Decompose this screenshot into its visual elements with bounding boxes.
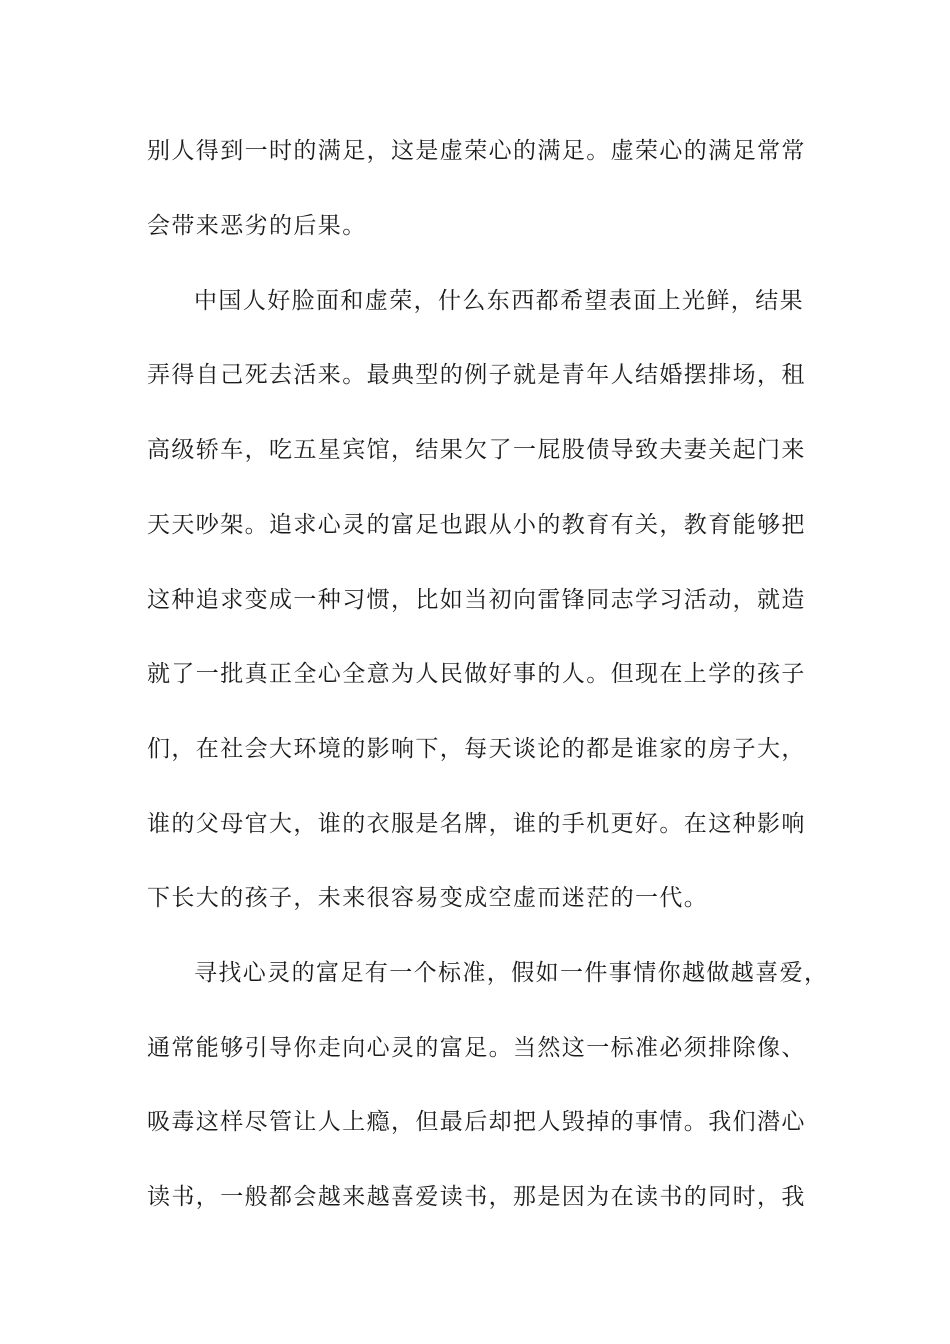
- text-line-2: 会带来恶劣的后果。: [147, 213, 367, 239]
- text-line-11: 下长大的孩子，未来很容易变成空虚而迷茫的一代。: [147, 885, 709, 911]
- text-line-13: 通常能够引导你走向心灵的富足。当然这一标准必须排除像、: [147, 1035, 806, 1061]
- text-line-6: 天天吵架。追求心灵的富足也跟从小的教育有关，教育能够把: [147, 512, 806, 538]
- text-line-14: 吸毒这样尽管让人上瘾，但最后却把人毁掉的事情。我们潜心: [147, 1109, 806, 1135]
- text-line-1: 别人得到一时的满足，这是虚荣心的满足。虚荣心的满足常常: [147, 138, 806, 164]
- paragraph-start-line: 中国人好脸面和虚荣，什么东西都希望表面上光鲜，结果: [194, 288, 804, 314]
- text-line-10: 谁的父母官大，谁的衣服是名牌，谁的手机更好。在这种影响: [147, 811, 806, 837]
- text-line-9: 们，在社会大环境的影响下，每天谈论的都是谁家的房子大，: [147, 736, 806, 762]
- text-line-15: 读书，一般都会越来越喜爱读书，那是因为在读书的同时，我: [147, 1184, 806, 1210]
- text-line-8: 就了一批真正全心全意为人民做好事的人。但现在上学的孩子: [147, 661, 806, 687]
- text-line-4: 弄得自己死去活来。最典型的例子就是青年人结婚摆排场，租: [147, 362, 806, 388]
- paragraph-start-line-2: 寻找心灵的富足有一个标准，假如一件事情你越做越喜爱，: [194, 960, 829, 986]
- text-line-5: 高级轿车，吃五星宾馆，结果欠了一屁股债导致夫妻关起门来: [147, 437, 806, 463]
- text-line-7: 这种追求变成一种习惯，比如当初向雷锋同志学习活动，就造: [147, 587, 806, 613]
